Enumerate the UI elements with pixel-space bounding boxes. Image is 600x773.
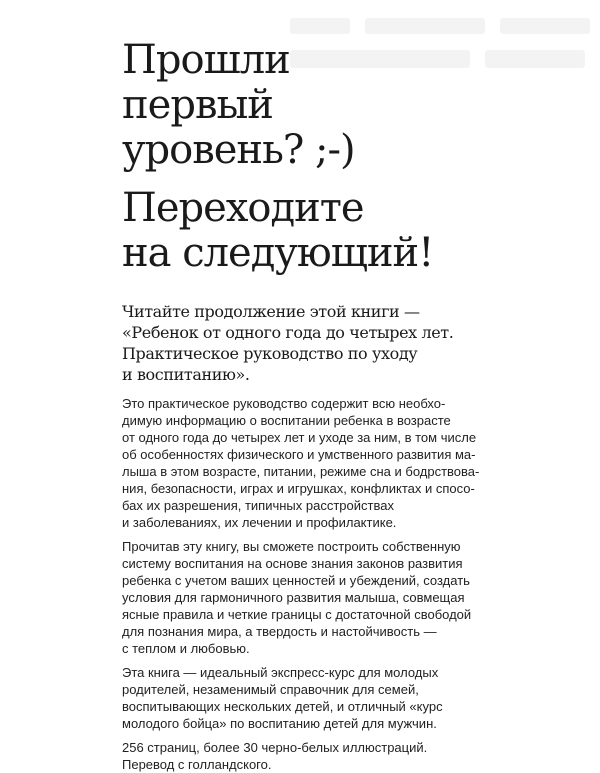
- book-promo-page: [122, 38, 492, 773]
- text-line: условия для гармоничного развития малыша, совмещая: [122, 590, 465, 605]
- headline: [122, 38, 492, 173]
- paragraph-audience: [122, 664, 492, 732]
- text-line: и заболеваниях, их лечении и профилактике.: [122, 515, 397, 530]
- text-line: молодого бойца» по воспитанию детей для мужчин.: [122, 716, 437, 731]
- text-line: воспитывающих нескольких детей, и отличный «курс: [122, 699, 443, 714]
- lead-line: Читайте продолжение этой книги —: [122, 302, 420, 321]
- text-line: от одного года до четырех лет и уходе за ним, в том числе: [122, 430, 477, 445]
- text-line: Перевод с голландского.: [122, 757, 272, 772]
- text-line: Это практическое руководство содержит всю необхо-: [122, 396, 446, 411]
- text-line: Эта книга — идеальный экспресс-курс для молодых: [122, 665, 439, 680]
- lead-line: «Ребенок от одного года до четырех лет.: [122, 323, 454, 342]
- headline-line: уровень? ;-): [122, 127, 355, 173]
- text-line: 256 страниц, более 30 черно-белых иллюстраций.: [122, 740, 428, 755]
- text-line: систему воспитания на основе знания законов развития: [122, 556, 463, 571]
- headline-line: первый: [122, 82, 273, 128]
- text-line: лыша в этом возрасте, питании, режиме сна и бодрствова-: [122, 464, 480, 479]
- text-line: ясные правила и четкие границы с достаточной свободой: [122, 607, 472, 622]
- text-line: Прочитав эту книгу, вы сможете построить собственную: [122, 539, 461, 554]
- lead-line: и воспитанию».: [122, 365, 250, 384]
- headline-line: Прошли: [122, 37, 290, 83]
- description: [122, 395, 492, 773]
- text-line: димую информацию о воспитании ребенка в возрасте: [122, 413, 451, 428]
- paragraph-benefits: [122, 538, 492, 657]
- lead-line: Практическое руководство по уходу: [122, 344, 418, 363]
- subheadline-line: на следующий!: [122, 230, 434, 276]
- text-line: ния, безопасности, играх и игрушках, конфликтах и спосо-: [122, 481, 475, 496]
- text-line: бах их разрешения, типичных расстройствах: [122, 498, 394, 513]
- text-line: с теплом и любовью.: [122, 641, 250, 656]
- subheadline: [122, 186, 492, 276]
- text-line: ребенка с учетом ваших ценностей и убеждений, создать: [122, 573, 470, 588]
- text-line: для познания мира, а твердость и настойчивость —: [122, 624, 437, 639]
- paragraph-overview: [122, 395, 492, 531]
- paragraph-book-details: [122, 739, 492, 773]
- text-line: родителей, незаменимый справочник для семей,: [122, 682, 419, 697]
- lead-text: [122, 301, 492, 385]
- text-line: об особенностях физического и умственного развития ма-: [122, 447, 476, 462]
- subheadline-line: Переходите: [122, 185, 364, 231]
